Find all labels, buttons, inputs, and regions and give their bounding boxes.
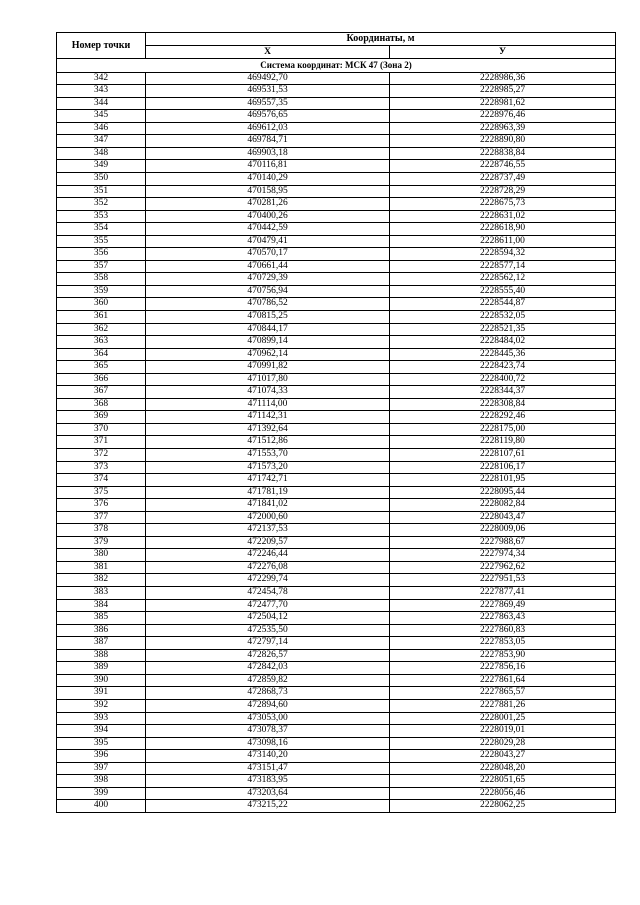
x-coordinate-cell: 472246,44 (146, 549, 390, 562)
table-row (57, 235, 616, 248)
table-row (57, 561, 616, 574)
x-coordinate-cell: 471553,70 (146, 449, 390, 462)
x-coordinate-cell: 469612,03 (146, 122, 390, 135)
point-number-cell: 352 (57, 198, 146, 211)
x-coordinate-cell: 472868,73 (146, 687, 390, 700)
table-row (57, 750, 616, 763)
point-number-cell: 386 (57, 624, 146, 637)
x-coordinate-cell: 473098,16 (146, 737, 390, 750)
y-coordinate-cell: 2228095,44 (390, 486, 616, 499)
table-row (57, 524, 616, 537)
point-number-cell: 394 (57, 725, 146, 738)
x-coordinate-cell: 470815,25 (146, 311, 390, 324)
x-coordinate-cell: 473053,00 (146, 712, 390, 725)
y-coordinate-cell: 2228107,61 (390, 449, 616, 462)
table-row (57, 386, 616, 399)
point-number-cell: 398 (57, 775, 146, 788)
point-number-cell: 382 (57, 574, 146, 587)
point-number-cell: 343 (57, 85, 146, 98)
point-number-cell: 379 (57, 536, 146, 549)
point-number-cell: 377 (57, 511, 146, 524)
table-row (57, 624, 616, 637)
y-coordinate-cell: 2228532,05 (390, 311, 616, 324)
table-row (57, 260, 616, 273)
point-number-cell: 363 (57, 336, 146, 349)
table-row (57, 662, 616, 675)
x-coordinate-cell: 473078,37 (146, 725, 390, 738)
y-coordinate-cell: 2228544,87 (390, 298, 616, 311)
point-number-cell: 345 (57, 110, 146, 123)
point-number-cell: 400 (57, 800, 146, 813)
x-coordinate-cell: 469784,71 (146, 135, 390, 148)
table-row (57, 373, 616, 386)
table-row (57, 775, 616, 788)
x-coordinate-cell: 470400,26 (146, 210, 390, 223)
x-coordinate-cell: 470786,52 (146, 298, 390, 311)
point-number-cell: 350 (57, 172, 146, 185)
point-number-cell: 378 (57, 524, 146, 537)
y-coordinate-cell: 2227962,62 (390, 561, 616, 574)
table-body (57, 72, 616, 812)
x-coordinate-cell: 469492,70 (146, 72, 390, 85)
x-coordinate-cell: 470756,94 (146, 285, 390, 298)
x-coordinate-cell: 471742,71 (146, 474, 390, 487)
point-number-cell: 367 (57, 386, 146, 399)
y-coordinate-cell: 2228423,74 (390, 361, 616, 374)
point-number-cell: 359 (57, 285, 146, 298)
x-header: X (146, 46, 390, 59)
point-number-cell: 344 (57, 97, 146, 110)
coordinate-system-row: Система координат: МСК 47 (Зона 2) (57, 59, 616, 72)
y-coordinate-cell: 2228594,32 (390, 248, 616, 261)
y-coordinate-cell: 2228308,84 (390, 398, 616, 411)
x-coordinate-cell: 472894,60 (146, 699, 390, 712)
point-number-cell: 396 (57, 750, 146, 763)
table-row (57, 637, 616, 650)
table-row (57, 699, 616, 712)
y-coordinate-cell: 2228986,36 (390, 72, 616, 85)
table-row (57, 737, 616, 750)
x-coordinate-cell: 470844,17 (146, 323, 390, 336)
point-number-cell: 351 (57, 185, 146, 198)
table-row (57, 423, 616, 436)
table-row (57, 587, 616, 600)
point-number-cell: 390 (57, 674, 146, 687)
x-coordinate-cell: 469576,65 (146, 110, 390, 123)
table-row (57, 411, 616, 424)
x-coordinate-cell: 470962,14 (146, 348, 390, 361)
point-number-cell: 356 (57, 248, 146, 261)
y-coordinate-cell: 2228728,29 (390, 185, 616, 198)
point-number-cell: 384 (57, 599, 146, 612)
y-coordinate-cell: 2227988,67 (390, 536, 616, 549)
x-coordinate-cell: 472477,70 (146, 599, 390, 612)
x-coordinate-cell: 471841,02 (146, 499, 390, 512)
point-number-cell: 354 (57, 223, 146, 236)
x-coordinate-cell: 472859,82 (146, 674, 390, 687)
y-coordinate-cell: 2227863,43 (390, 612, 616, 625)
point-number-cell: 358 (57, 273, 146, 286)
x-coordinate-cell: 470116,81 (146, 160, 390, 173)
x-coordinate-cell: 470991,82 (146, 361, 390, 374)
point-number-header: Номер точки (57, 33, 146, 59)
point-number-cell: 374 (57, 474, 146, 487)
y-coordinate-cell: 2227861,64 (390, 674, 616, 687)
y-coordinate-cell: 2228056,46 (390, 787, 616, 800)
table-row (57, 97, 616, 110)
x-coordinate-cell: 470442,59 (146, 223, 390, 236)
y-coordinate-cell: 2228521,35 (390, 323, 616, 336)
x-coordinate-cell: 470158,95 (146, 185, 390, 198)
x-coordinate-cell: 473151,47 (146, 762, 390, 775)
table-header (57, 33, 616, 73)
point-number-cell: 373 (57, 461, 146, 474)
table-row (57, 436, 616, 449)
table-row (57, 122, 616, 135)
y-coordinate-cell: 2227856,16 (390, 662, 616, 675)
y-coordinate-cell: 2228292,46 (390, 411, 616, 424)
point-number-cell: 383 (57, 587, 146, 600)
table-row (57, 486, 616, 499)
table-row (57, 135, 616, 148)
point-number-cell: 397 (57, 762, 146, 775)
y-coordinate-cell: 2228043,27 (390, 750, 616, 763)
table-row (57, 398, 616, 411)
point-number-cell: 368 (57, 398, 146, 411)
y-coordinate-cell: 2227853,05 (390, 637, 616, 650)
table-row (57, 474, 616, 487)
table-row (57, 612, 616, 625)
y-coordinate-cell: 2228048,20 (390, 762, 616, 775)
table-row (57, 687, 616, 700)
point-number-cell: 376 (57, 499, 146, 512)
x-coordinate-cell: 472842,03 (146, 662, 390, 675)
y-coordinate-cell: 2228838,84 (390, 147, 616, 160)
point-number-cell: 348 (57, 147, 146, 160)
table-row (57, 762, 616, 775)
x-coordinate-cell: 471017,80 (146, 373, 390, 386)
table-row (57, 110, 616, 123)
x-coordinate-cell: 471781,19 (146, 486, 390, 499)
y-coordinate-cell: 2227951,53 (390, 574, 616, 587)
table-row (57, 536, 616, 549)
point-number-cell: 395 (57, 737, 146, 750)
y-header: У (390, 46, 616, 59)
table-row (57, 361, 616, 374)
point-number-cell: 355 (57, 235, 146, 248)
table-row (57, 172, 616, 185)
table-row (57, 248, 616, 261)
y-coordinate-cell: 2228082,84 (390, 499, 616, 512)
table-row (57, 649, 616, 662)
table-row (57, 298, 616, 311)
x-coordinate-cell: 471392,64 (146, 423, 390, 436)
point-number-cell: 380 (57, 549, 146, 562)
point-number-cell: 371 (57, 436, 146, 449)
point-number-cell: 347 (57, 135, 146, 148)
x-coordinate-cell: 472535,50 (146, 624, 390, 637)
x-coordinate-cell: 471114,00 (146, 398, 390, 411)
y-coordinate-cell: 2227974,34 (390, 549, 616, 562)
y-coordinate-cell: 2228985,27 (390, 85, 616, 98)
table-row (57, 185, 616, 198)
x-coordinate-cell: 470140,29 (146, 172, 390, 185)
table-row (57, 499, 616, 512)
x-coordinate-cell: 470729,39 (146, 273, 390, 286)
y-coordinate-cell: 2228611,00 (390, 235, 616, 248)
x-coordinate-cell: 472826,57 (146, 649, 390, 662)
x-coordinate-cell: 470570,17 (146, 248, 390, 261)
coordinates-header: Координаты, м (146, 33, 616, 46)
point-number-cell: 366 (57, 373, 146, 386)
point-number-cell: 361 (57, 311, 146, 324)
y-coordinate-cell: 2228746,55 (390, 160, 616, 173)
y-coordinate-cell: 2227869,49 (390, 599, 616, 612)
y-coordinate-cell: 2228175,00 (390, 423, 616, 436)
table-row (57, 449, 616, 462)
point-number-cell: 362 (57, 323, 146, 336)
y-coordinate-cell: 2228981,62 (390, 97, 616, 110)
y-coordinate-cell: 2228577,14 (390, 260, 616, 273)
point-number-cell: 387 (57, 637, 146, 650)
table-row (57, 599, 616, 612)
point-number-cell: 346 (57, 122, 146, 135)
y-coordinate-cell: 2228062,25 (390, 800, 616, 813)
x-coordinate-cell: 472504,12 (146, 612, 390, 625)
y-coordinate-cell: 2228106,17 (390, 461, 616, 474)
point-number-cell: 370 (57, 423, 146, 436)
y-coordinate-cell: 2228618,90 (390, 223, 616, 236)
x-coordinate-cell: 472454,78 (146, 587, 390, 600)
x-coordinate-cell: 471074,33 (146, 386, 390, 399)
table-row (57, 147, 616, 160)
x-coordinate-cell: 473215,22 (146, 800, 390, 813)
y-coordinate-cell: 2228445,36 (390, 348, 616, 361)
y-coordinate-cell: 2227877,41 (390, 587, 616, 600)
point-number-cell: 372 (57, 449, 146, 462)
y-coordinate-cell: 2228631,02 (390, 210, 616, 223)
table-row (57, 336, 616, 349)
x-coordinate-cell: 472299,74 (146, 574, 390, 587)
y-coordinate-cell: 2228029,28 (390, 737, 616, 750)
x-coordinate-cell: 473203,64 (146, 787, 390, 800)
y-coordinate-cell: 2228051,65 (390, 775, 616, 788)
x-coordinate-cell: 470479,41 (146, 235, 390, 248)
point-number-cell: 369 (57, 411, 146, 424)
x-coordinate-cell: 470281,26 (146, 198, 390, 211)
x-coordinate-cell: 472000,60 (146, 511, 390, 524)
point-number-cell: 353 (57, 210, 146, 223)
table-row (57, 511, 616, 524)
table-row (57, 800, 616, 813)
table-row (57, 674, 616, 687)
table-row (57, 72, 616, 85)
y-coordinate-cell: 2227865,57 (390, 687, 616, 700)
x-coordinate-cell: 470899,14 (146, 336, 390, 349)
table-row (57, 198, 616, 211)
table-row (57, 273, 616, 286)
y-coordinate-cell: 2228976,46 (390, 110, 616, 123)
x-coordinate-cell: 472797,14 (146, 637, 390, 650)
y-coordinate-cell: 2228043,47 (390, 511, 616, 524)
x-coordinate-cell: 471142,31 (146, 411, 390, 424)
point-number-cell: 381 (57, 561, 146, 574)
point-number-cell: 342 (57, 72, 146, 85)
y-coordinate-cell: 2228555,40 (390, 285, 616, 298)
table-row (57, 461, 616, 474)
table-row (57, 311, 616, 324)
point-number-cell: 391 (57, 687, 146, 700)
y-coordinate-cell: 2228562,12 (390, 273, 616, 286)
x-coordinate-cell: 473183,95 (146, 775, 390, 788)
y-coordinate-cell: 2227881,26 (390, 699, 616, 712)
x-coordinate-cell: 469557,35 (146, 97, 390, 110)
point-number-cell: 399 (57, 787, 146, 800)
table-row (57, 787, 616, 800)
table-row (57, 210, 616, 223)
y-coordinate-cell: 2228119,80 (390, 436, 616, 449)
coordinates-document (56, 32, 615, 813)
point-number-cell: 392 (57, 699, 146, 712)
point-number-cell: 357 (57, 260, 146, 273)
point-number-cell: 375 (57, 486, 146, 499)
y-coordinate-cell: 2228737,49 (390, 172, 616, 185)
x-coordinate-cell: 472209,57 (146, 536, 390, 549)
table-row (57, 323, 616, 336)
y-coordinate-cell: 2227853,90 (390, 649, 616, 662)
table-row (57, 348, 616, 361)
x-coordinate-cell: 471512,86 (146, 436, 390, 449)
x-coordinate-cell: 469531,53 (146, 85, 390, 98)
x-coordinate-cell: 473140,20 (146, 750, 390, 763)
table-row (57, 223, 616, 236)
coordinates-table (56, 32, 616, 813)
table-row (57, 725, 616, 738)
table-row (57, 160, 616, 173)
y-coordinate-cell: 2227860,83 (390, 624, 616, 637)
table-row (57, 574, 616, 587)
point-number-cell: 388 (57, 649, 146, 662)
y-coordinate-cell: 2228890,80 (390, 135, 616, 148)
point-number-cell: 393 (57, 712, 146, 725)
x-coordinate-cell: 472137,53 (146, 524, 390, 537)
y-coordinate-cell: 2228344,37 (390, 386, 616, 399)
table-row (57, 712, 616, 725)
y-coordinate-cell: 2228484,02 (390, 336, 616, 349)
x-coordinate-cell: 470661,44 (146, 260, 390, 273)
point-number-cell: 364 (57, 348, 146, 361)
y-coordinate-cell: 2228009,06 (390, 524, 616, 537)
point-number-cell: 360 (57, 298, 146, 311)
point-number-cell: 385 (57, 612, 146, 625)
point-number-cell: 365 (57, 361, 146, 374)
point-number-cell: 389 (57, 662, 146, 675)
table-row (57, 285, 616, 298)
y-coordinate-cell: 2228675,73 (390, 198, 616, 211)
y-coordinate-cell: 2228001,25 (390, 712, 616, 725)
x-coordinate-cell: 472276,08 (146, 561, 390, 574)
x-coordinate-cell: 469903,18 (146, 147, 390, 160)
table-row (57, 85, 616, 98)
table-row (57, 549, 616, 562)
y-coordinate-cell: 2228400,72 (390, 373, 616, 386)
y-coordinate-cell: 2228101,95 (390, 474, 616, 487)
y-coordinate-cell: 2228963,39 (390, 122, 616, 135)
x-coordinate-cell: 471573,20 (146, 461, 390, 474)
y-coordinate-cell: 2228019,01 (390, 725, 616, 738)
point-number-cell: 349 (57, 160, 146, 173)
